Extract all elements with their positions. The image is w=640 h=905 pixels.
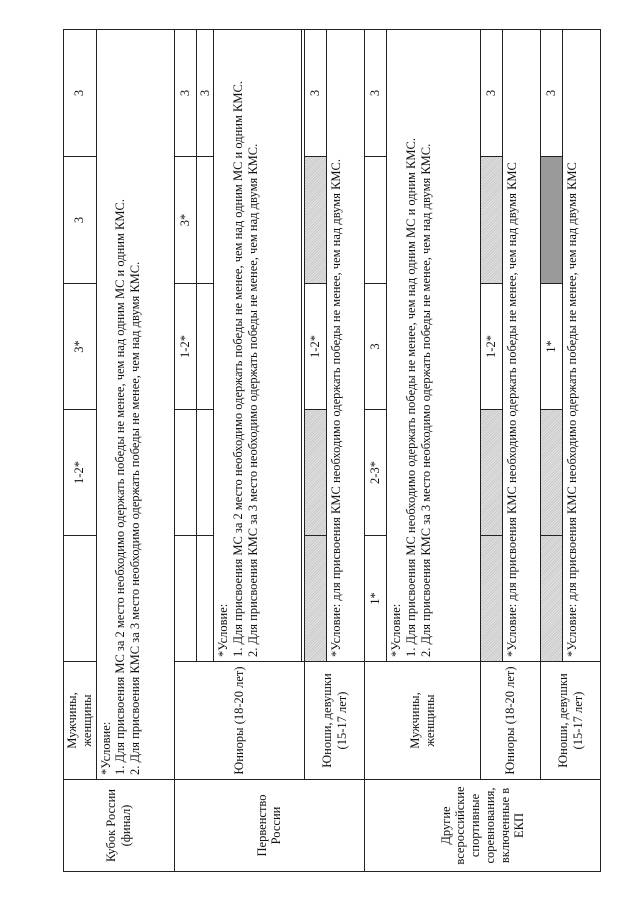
value-cell: 1-2*: [481, 284, 503, 410]
hatched-cell: [541, 536, 563, 662]
blank-cell: [196, 157, 214, 284]
competition-cell: Первенство России: [174, 780, 365, 872]
group-cell: Юноши, девушки (15-17 лет): [305, 662, 365, 780]
condition-line: *Условие:: [389, 603, 404, 657]
hatched-cell: [541, 157, 563, 284]
value-cell: 1*: [541, 284, 563, 410]
condition-cell: *Условие: для присвоения КМС необходимо одержать победы не менее, чем над двумя КМС: [563, 30, 601, 662]
group-cell: Юниоры (18-20 лет): [174, 662, 305, 780]
table-row: [365, 30, 387, 872]
value-cell: 1-2*: [174, 284, 196, 410]
value-cell: 3*: [64, 284, 97, 410]
condition-cell: [387, 30, 481, 662]
condition-line: 1. Для присвоения МС за 2 место необходимо одержать победы не менее, чем над одним МС и одним КМС.: [231, 81, 245, 657]
table-row: [481, 30, 503, 872]
blank-cell: [64, 536, 97, 662]
value-cell: 1*: [365, 536, 387, 662]
condition-cell: [214, 30, 302, 662]
group-cell: Мужчины, женщины: [64, 662, 97, 780]
blank-cell: [174, 536, 196, 662]
hatched-cell: [305, 157, 327, 284]
condition-line: 2. Для присвоения КМС за 3 место необходимо одержать победы не менее, чем над двумя КМС.: [245, 143, 260, 657]
hatched-cell: [481, 410, 503, 536]
competition-cell: Кубок России (финал): [64, 780, 175, 872]
value-cell: 3: [196, 30, 214, 157]
condition-line: *Условие:: [216, 603, 231, 657]
table-row: [96, 30, 174, 872]
value-cell: 3: [541, 30, 563, 157]
condition-line: 1. Для присвоения МС за 2 место необходимо одержать победы не менее, чем над одним МС и одним КМС.: [113, 199, 128, 775]
table-row: [174, 30, 196, 872]
value-cell: 2-3*: [365, 410, 387, 536]
hatched-cell: [481, 157, 503, 284]
value-cell: 3: [305, 30, 327, 157]
hatched-cell: [541, 410, 563, 536]
value-cell: 1-2*: [305, 284, 327, 410]
blank-cell: [196, 536, 214, 662]
group-cell: Юниоры (18-20 лет): [481, 662, 541, 780]
blank-cell: [196, 284, 214, 410]
rank-requirements-table: [63, 29, 601, 872]
condition-cell: *Условие: для присвоения КМС необходимо одержать победы не менее, чем над двумя КМС.: [327, 30, 365, 662]
value-cell: 3: [64, 157, 97, 284]
condition-line: 1. Для присвоения МС необходимо одержать победы не менее, чем над одним МС и одним КМС.: [404, 138, 418, 657]
blank-cell: [196, 410, 214, 536]
value-cell: 3: [64, 30, 97, 157]
competition-cell: Другие всероссийские спортивные соревнования, включенные в ЕКП: [365, 780, 601, 872]
table-row: [64, 30, 97, 872]
table-row: [305, 30, 327, 872]
condition-line: 2. Для присвоения КМС за 3 место необходимо одержать победы не менее, чем над двумя КМС.: [128, 261, 142, 775]
value-cell: 3: [481, 30, 503, 157]
blank-cell: [174, 410, 196, 536]
value-cell: 3: [365, 30, 387, 157]
blank-cell: [365, 157, 387, 284]
condition-cell: *Условие: для присвоения КМС необходимо одержать победы не менее, чем над двумя КМС: [503, 30, 541, 662]
group-cell: Мужчины, женщины: [365, 662, 481, 780]
group-cell: Юноши, девушки (15-17 лет): [541, 662, 601, 780]
value-cell: 3*: [174, 157, 196, 284]
hatched-cell: [305, 410, 327, 536]
condition-cell: [96, 30, 174, 780]
table-row: [541, 30, 563, 872]
value-cell: 3: [365, 284, 387, 410]
value-cell: 1-2*: [64, 410, 97, 536]
hatched-cell: [305, 536, 327, 662]
condition-line: 2. Для присвоения КМС за 3 место необходимо одержать победы не менее, чем над двумя КМС.: [418, 143, 433, 657]
hatched-cell: [481, 536, 503, 662]
rotated-table-wrapper: [63, 30, 585, 872]
condition-line: *Условие:: [98, 721, 113, 775]
value-cell: 3: [174, 30, 196, 157]
